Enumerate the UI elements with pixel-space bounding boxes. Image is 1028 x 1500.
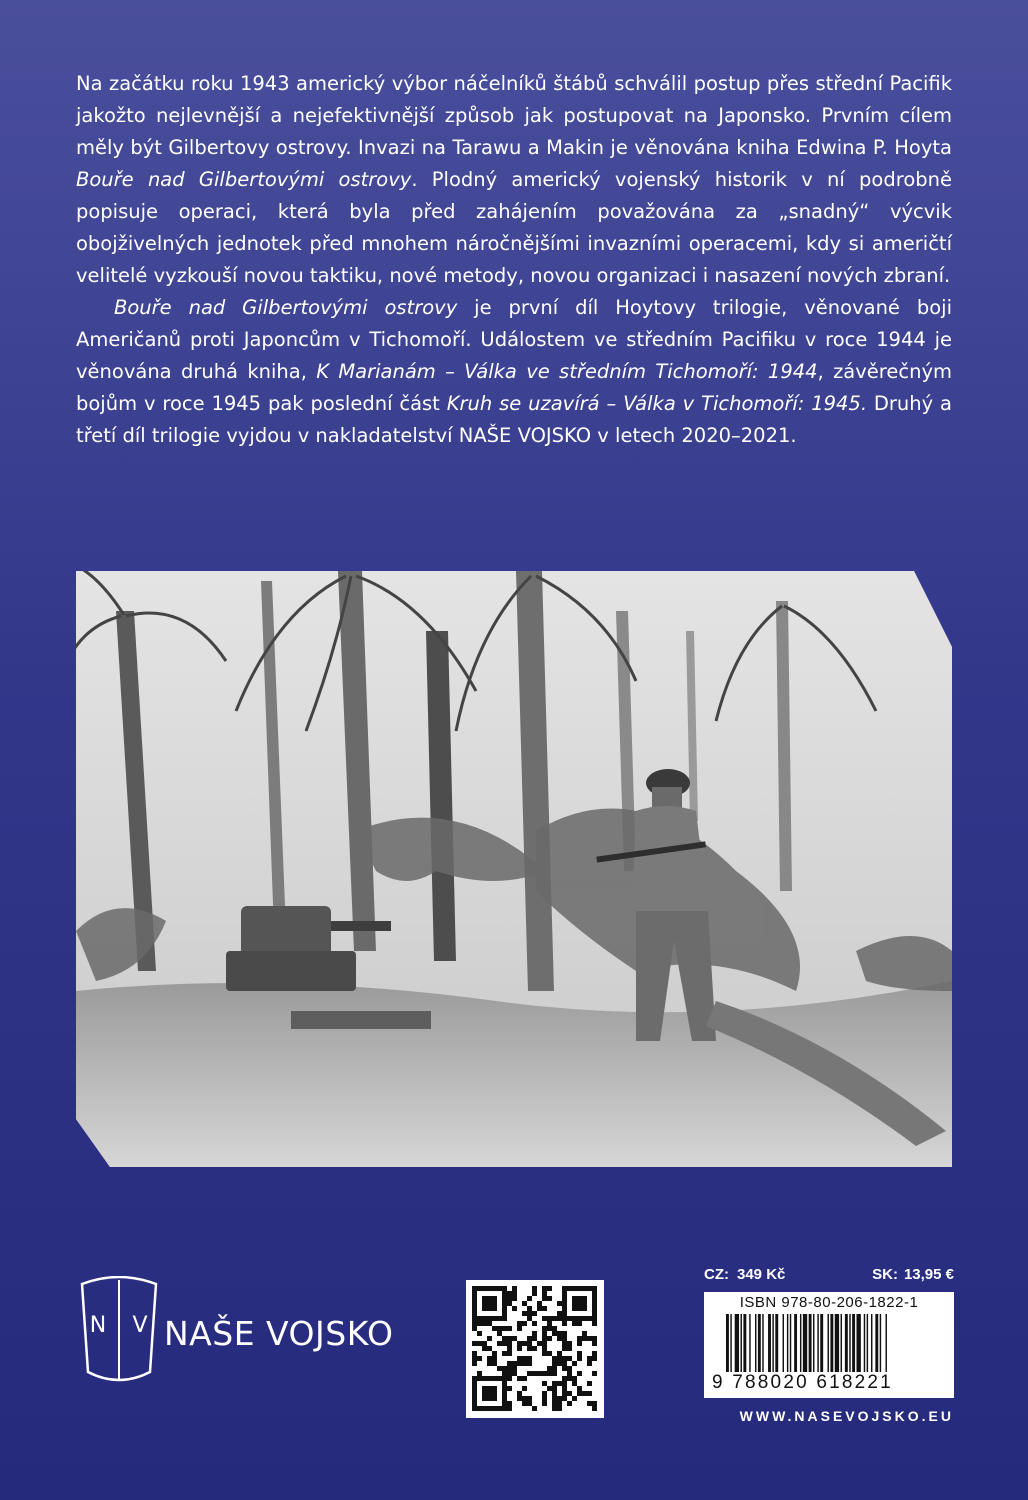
price-sk-label: SK: (872, 1266, 898, 1283)
svg-text:V: V (132, 1313, 148, 1338)
publisher-website: WWW.NASEVOJSKO.EU (739, 1408, 954, 1424)
barcode-bars-icon (726, 1314, 936, 1374)
publisher-name: NAŠE VOJSKO (164, 1314, 394, 1353)
price-cz-label: CZ: (704, 1266, 729, 1283)
price-sk-value: 13,95 € (903, 1266, 954, 1283)
blurb-p2-book3-title: Kruh se uzavírá – Válka v Tichomoří: 1945. (446, 392, 868, 415)
blurb-p1-text-a: Na začátku roku 1943 americký výbor náčelníků štábů schválil postup přes střední Pacifik jakožto nejlevnější a nejefektivnější způsob jak postupovat na Japonsko. Prvním cílem měly být Gilbertovy ostrovy. Invazi na Tarawu a Makin je věnována kniha Edwina P. Hoyta (76, 72, 952, 159)
blurb-p1-book-title: Bouře nad Gilbertovými ostrovy (76, 168, 412, 191)
qr-code-icon (466, 1280, 604, 1418)
blurb-p2-text-b: , závěrečným bojům v roce 1945 pak poslední část (76, 360, 952, 415)
isbn-barcode (704, 1292, 954, 1398)
war-photograph (76, 571, 952, 1167)
nv-emblem-icon (76, 1276, 162, 1384)
qr-code (466, 1280, 604, 1418)
blurb-p2-text-c: Druhý a třetí díl trilogie vyjdou v nakladatelství NAŠE VOJSKO v letech 2020–2021. (76, 392, 952, 447)
back-cover-blurb (76, 68, 952, 452)
publisher-logo (72, 1276, 402, 1386)
blurb-p2-book-title: Bouře nad Gilbertovými ostrovy (114, 296, 458, 319)
isbn-label: ISBN 978-80-206-1822-1 (739, 1294, 919, 1311)
blurb-paragraph-1 (76, 68, 952, 292)
price-cz-value: 349 Kč (737, 1266, 786, 1283)
price-row (704, 1262, 954, 1290)
price-cz (704, 1266, 785, 1283)
photo-palm-beach-soldier-tank (76, 571, 952, 1167)
blurb-p1-text-b: . Plodný americký vojenský historik v ní podrobně popisuje operaci, která byla před zahájením považována za „snadný“ výcvik obojživelných jednotek před mnohem náročnějšími invazními operacemi, kdy si američtí velitelé vyzkouší novou taktiku, nové metody, novou organizaci i nasazení nových zbraní. (76, 168, 952, 287)
blurb-p2-text-a: je první díl Hoytovy trilogie, věnované boji Američanů proti Japoncům v Tichomoří. Událostem ve středním Pacifiku v roce 1944 je věnována druhá kniha, (76, 296, 952, 383)
price-sk (872, 1266, 954, 1283)
blurb-p2-book2-title: K Marianám – Válka ve středním Tichomoří: 1944 (316, 360, 818, 383)
blurb-paragraph-2 (76, 292, 952, 452)
svg-text:N: N (89, 1313, 107, 1338)
barcode-digits: 9 788020 618221 (712, 1372, 893, 1393)
